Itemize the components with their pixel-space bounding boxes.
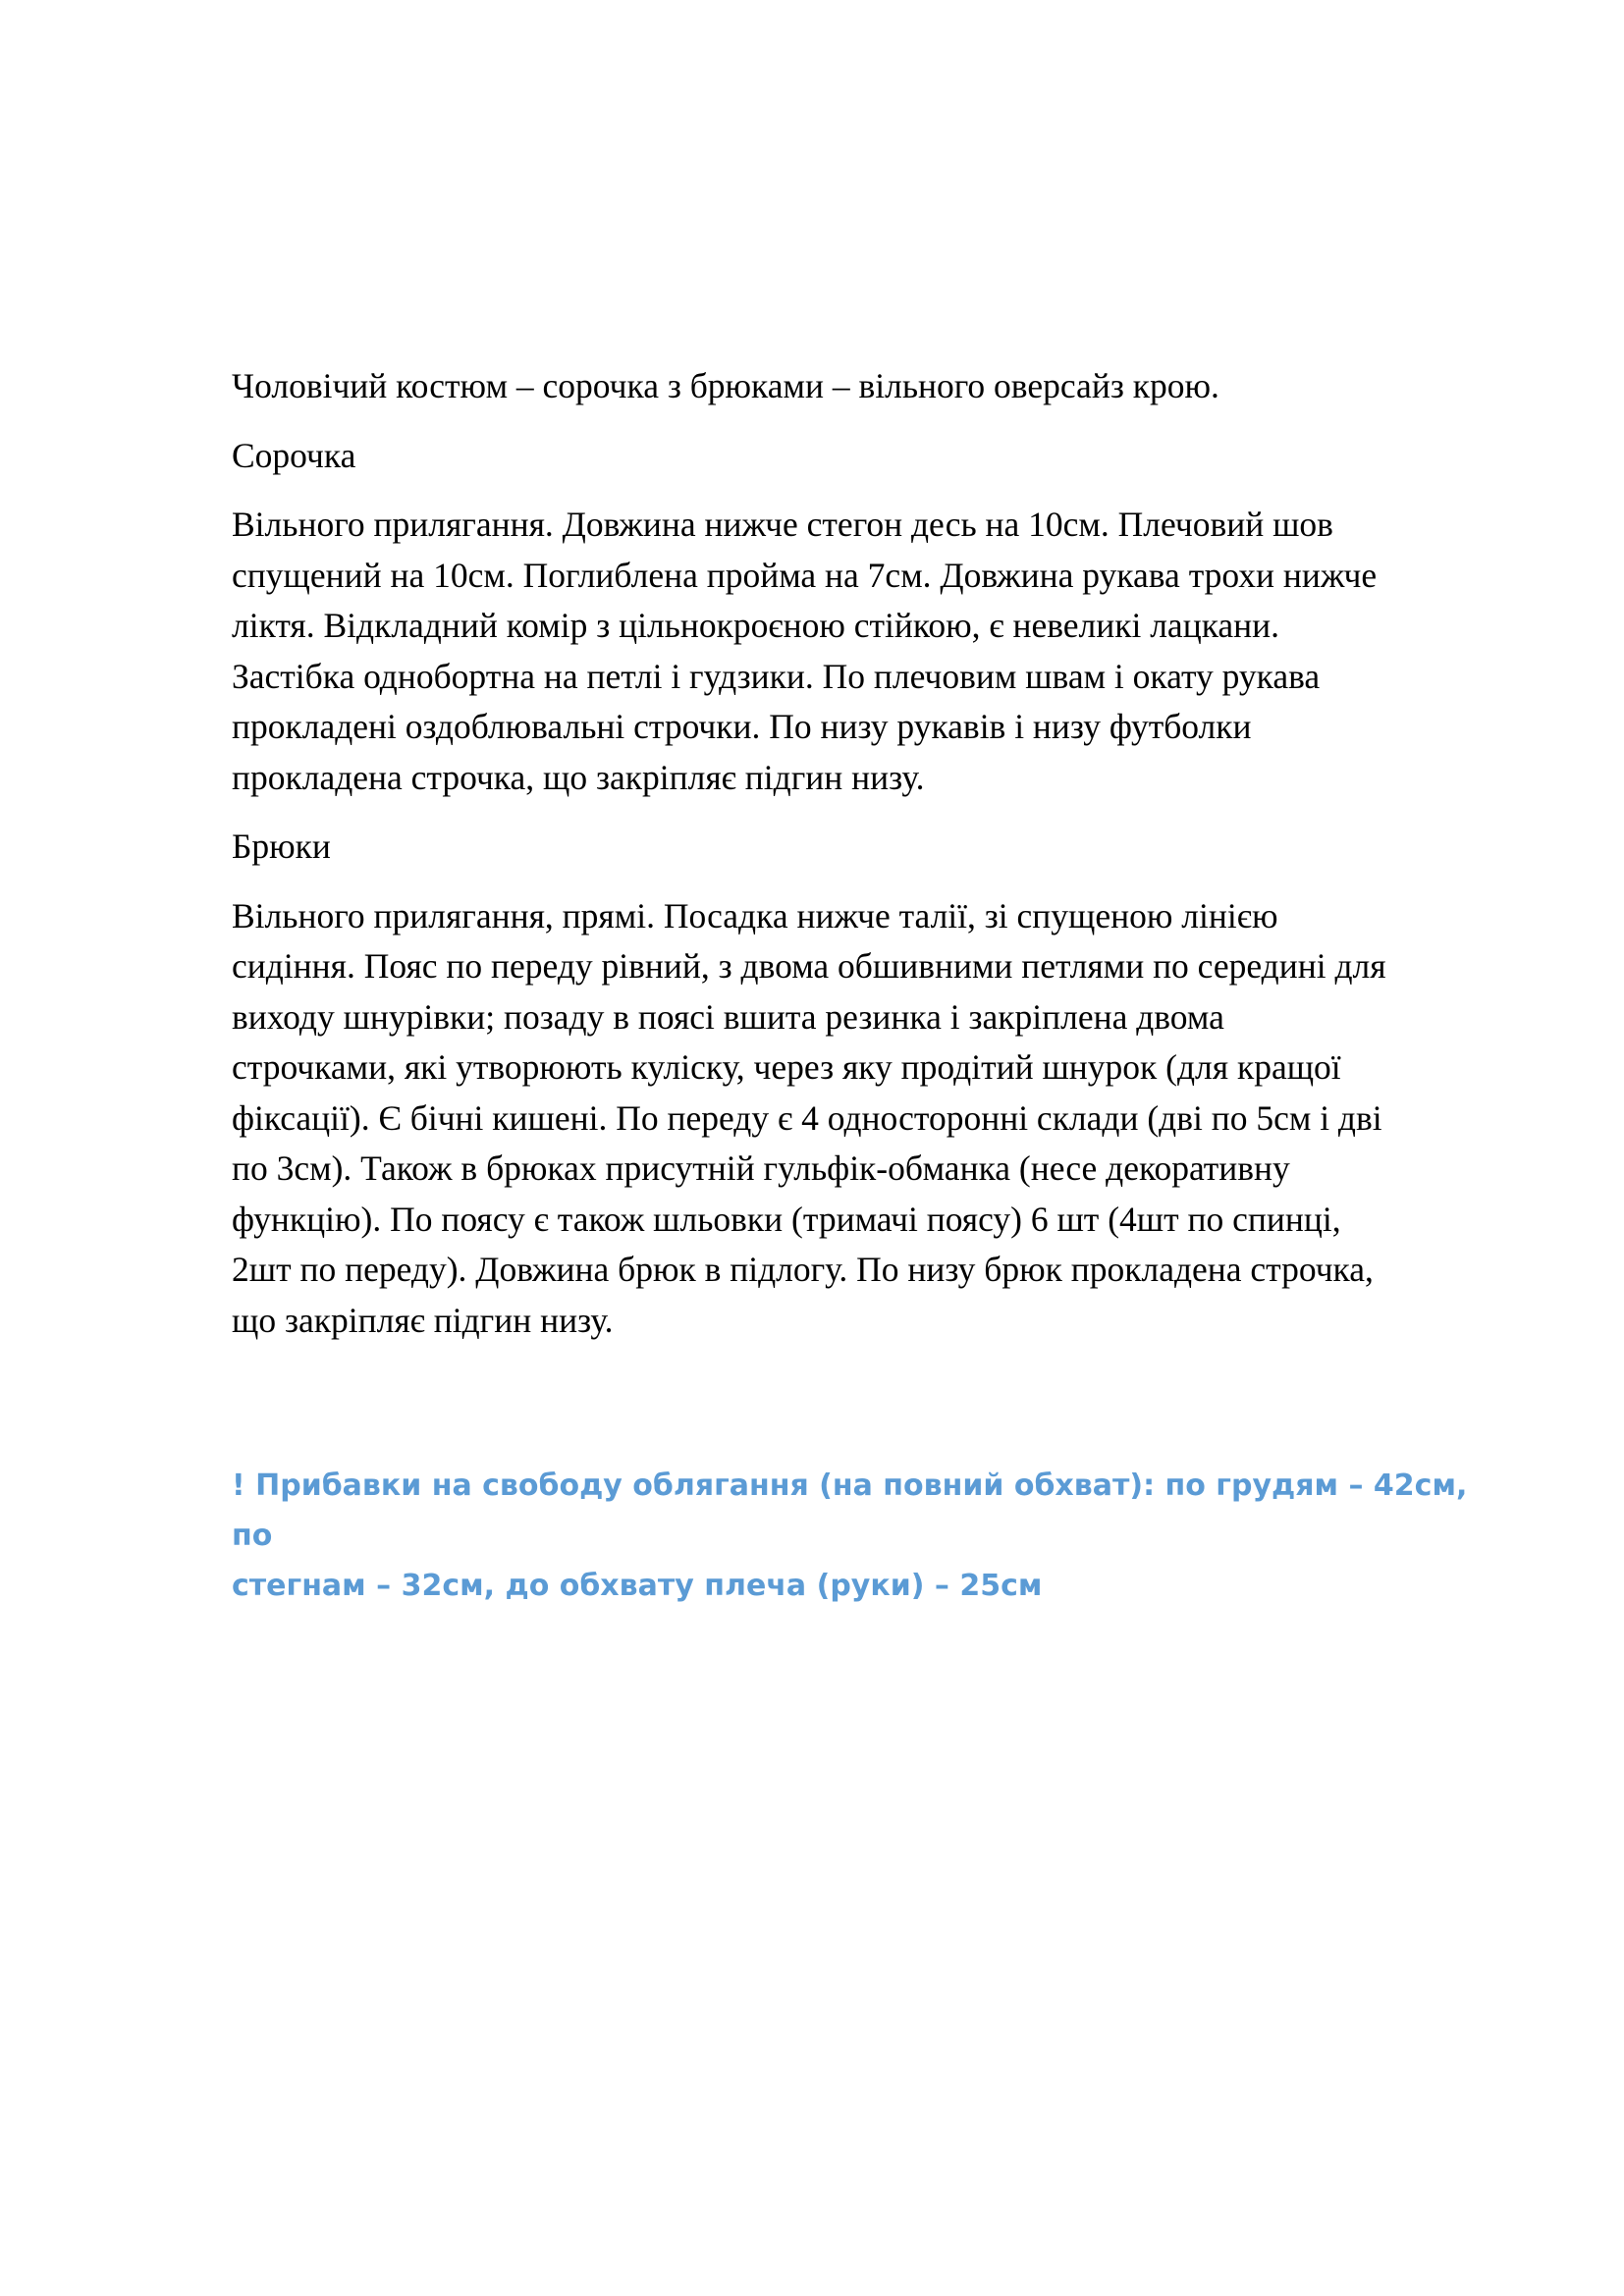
shirt-line: прокладена строчка, що закріпляє підгин низу. (232, 757, 925, 797)
trousers-line: фіксації). Є бічні кишені. По переду є 4 односторонні склади (дві по 5см і дві (232, 1097, 1382, 1138)
trousers-line: виходу шнурівки; позаду в поясі вшита резинка і закріплена двома (232, 996, 1224, 1037)
shirt-line: Вільного прилягання. Довжина нижче стегон десь на 10см. Плечовий шов (232, 505, 1333, 544)
trousers-line: що закріпляє підгин низу. (232, 1300, 614, 1340)
shirt-line: Застібка однобортна на петлі і гудзики. По плечовим швам і окату рукава (232, 656, 1321, 696)
trousers-line: 2шт по переду). Довжина брюк в підлогу. По низу брюк прокладена строчка, (232, 1250, 1374, 1289)
shirt-description (232, 500, 1508, 803)
trousers-line: функцію). По поясу є також шльовки (тримачі поясу) 6 шт (4шт по спинці, (232, 1199, 1341, 1239)
shirt-heading: Сорочка (232, 435, 356, 475)
trousers-line: сидіння. Пояс по переду рівний, з двома обшивними петлями по середині для (232, 946, 1386, 986)
trousers-line: по 3см). Також в брюках присутній гульфік-обманка (несе декоративну (232, 1148, 1290, 1188)
shirt-line: спущений на 10см. Поглиблена пройма на 7см. Довжина рукава трохи нижче (232, 555, 1378, 595)
allowance-note-line: ! Прибавки на свободу облягання (на повний обхват): по грудям – 42см, по (232, 1468, 1468, 1553)
document-title-line: Чоловічий костюм – сорочка з брюками – вільного оверсайз крою. (232, 366, 1219, 405)
allowance-note (232, 1461, 1508, 1611)
shirt-line: ліктя. Відкладний комір з цільнокроєною стійкою, є невеликі лацкани. (232, 606, 1280, 645)
trousers-heading: Брюки (232, 827, 331, 866)
trousers-description (232, 891, 1508, 1347)
trousers-line: строчками, які утворюють куліску, через яку продітий шнурок (для кращої (232, 1047, 1341, 1087)
document-body (232, 361, 1508, 1364)
trousers-line: Вільного прилягання, прямі. Посадка нижче талії, зі спущеною лінією (232, 895, 1278, 935)
shirt-line: прокладені оздоблювальні строчки. По низу рукавів і низу футболки (232, 707, 1252, 746)
allowance-note-line: стегнам – 32см, до обхвату плеча (руки) – 25см (232, 1569, 1043, 1603)
